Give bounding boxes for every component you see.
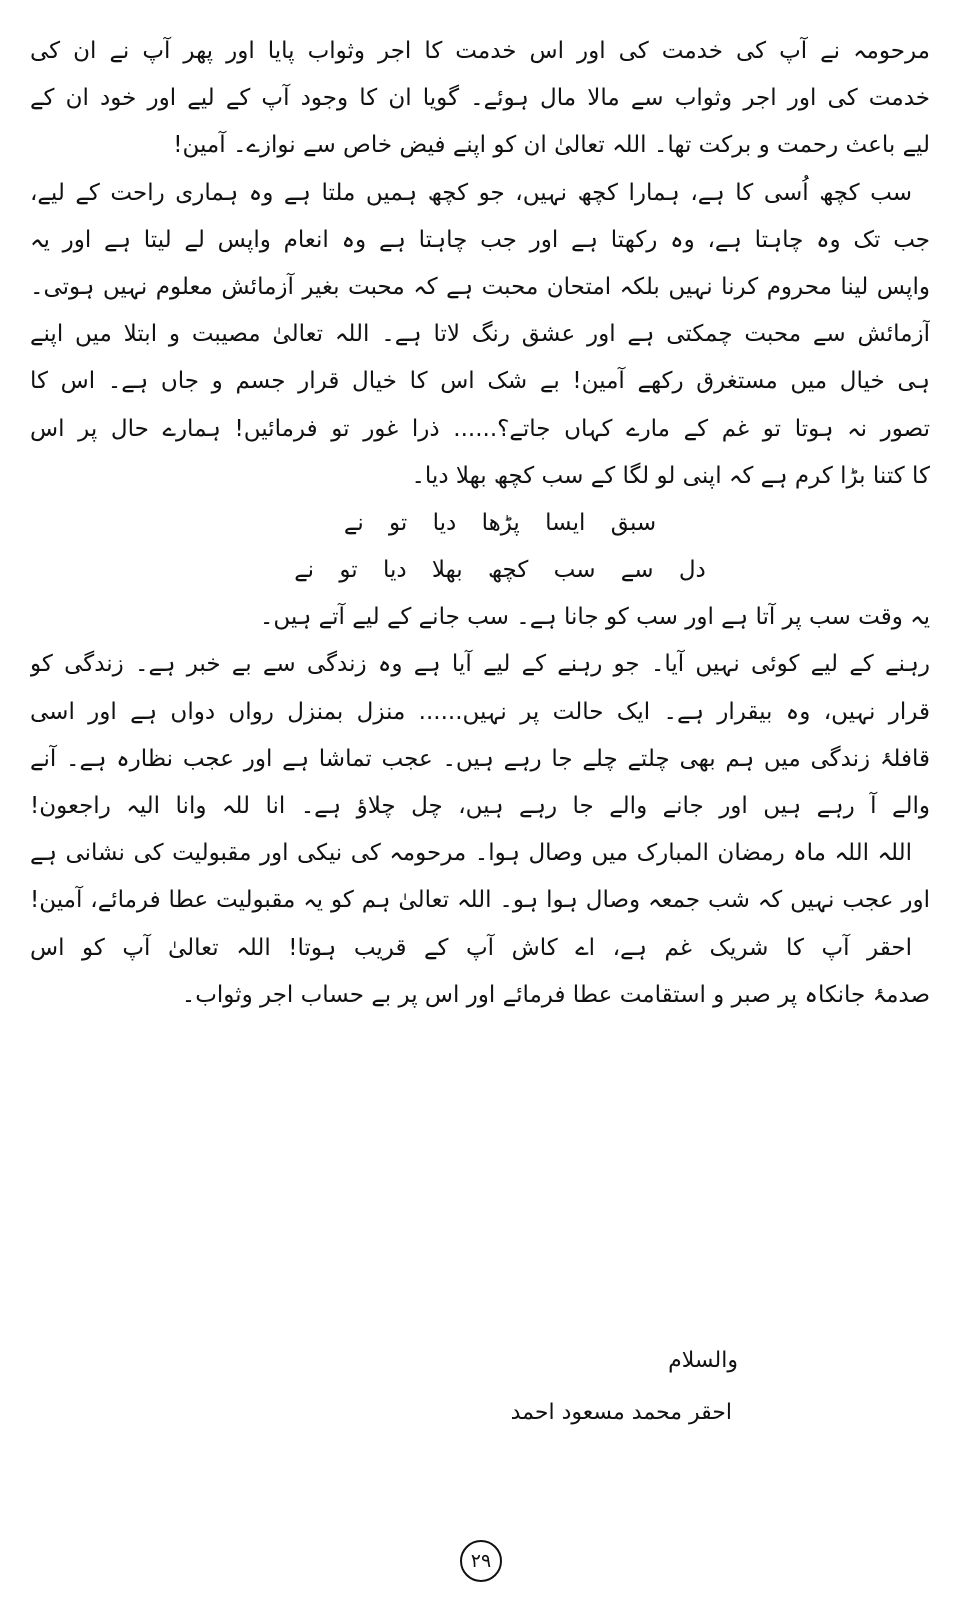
- text-line: اللہ اللہ ماہ رمضان المبارک میں وصال ہوا۔ مرحومہ کی نیکی اور مقبولیت کی نشانی ہے: [30, 840, 912, 867]
- verse-line: سبق ایسا پڑھا دیا تو نے: [343, 509, 657, 536]
- verse-line: دل سے سب کچھ بھلا دیا تو نے: [294, 557, 706, 584]
- text-line: لیے باعث رحمت و برکت تھا۔ اللہ تعالیٰ ان کو اپنے فیض خاص سے نوازے۔ آمین!: [173, 132, 930, 159]
- text-line: اور عجب نہیں کہ شب جمعہ وصال ہوا ہو۔ اللہ تعالیٰ ہم کو یہ مقبولیت عطا فرمائے، آمین!: [30, 887, 930, 914]
- text-line: قرار نہیں، وہ بیقرار ہے۔ ایک حالت پر نہیں...... منزل بمنزل رواں دواں ہے اور اسی: [30, 698, 930, 725]
- text-line: ہی خیال میں مستغرق رکھے آمین! بے شک اس کا خیال قرار جسم و جاں ہے۔ اس کا: [30, 368, 930, 395]
- text-line: تصور نہ ہوتا تو غم کے مارے کہاں جاتے؟...... ذرا غور تو فرمائیں! ہمارے حال پر اس: [30, 415, 930, 442]
- text-line: واپس لینا محروم کرنا نہیں بلکہ امتحان محبت ہے کہ محبت بغیر آزمائش معلوم نہیں ہوتی۔: [30, 273, 930, 300]
- text-line: خدمت کی اور اجر وثواب سے مالا مال ہوئے۔ گویا ان کا وجود آپ کے لیے اور خود ان کے: [30, 85, 930, 112]
- text-line: مرحومہ نے آپ کی خدمت کی اور اس خدمت کا اجر وثواب پایا اور پھر آپ نے ان کی: [30, 38, 930, 64]
- page-number: ۲۹: [460, 1540, 502, 1582]
- text-line: سب کچھ اُسی کا ہے، ہمارا کچھ نہیں، جو کچھ ہمیں ملتا ہے وہ ہماری راحت کے لیے،: [30, 179, 912, 206]
- text-line: قافلۂ زندگی میں ہم بھی چلتے چلے جا رہے ہیں۔ عجب تماشا ہے اور عجب نظارہ ہے۔ آنے: [30, 745, 930, 772]
- text-line: رہنے کے لیے کوئی نہیں آیا۔ جو رہنے کے لیے آیا ہے وہ زندگی سے بے خبر ہے۔ زندگی کو: [30, 651, 930, 678]
- text-line: صدمۂ جانکاہ پر صبر و استقامت عطا فرمائے اور اس پر بے حساب اجر وثواب۔: [181, 981, 930, 1008]
- letter-body: [30, 28, 930, 1019]
- text-line: یہ وقت سب پر آتا ہے اور سب کو جانا ہے۔ سب جانے کے لیے آتے ہیں۔: [259, 604, 930, 631]
- signature: احقر محمد مسعود احمد: [510, 1400, 732, 1425]
- text-line: جب تک وہ چاہتا ہے، وہ رکھتا ہے اور جب چاہتا ہے وہ انعام واپس لے لیتا ہے اور یہ: [30, 226, 930, 253]
- text-line: احقر آپ کا شریک غم ہے، اے کاش آپ کے قریب ہوتا! اللہ تعالیٰ آپ کو اس: [30, 934, 912, 961]
- closing-salutation: والسلام: [668, 1348, 738, 1373]
- text-line: کا کتنا بڑا کرم ہے کہ اپنی لو لگا کے سب کچھ بھلا دیا۔: [411, 462, 930, 489]
- text-line: والے آ رہے ہیں اور جانے والے جا رہے ہیں، چل چلاؤ ہے۔ انا للہ وانا الیہ راجعون!: [30, 793, 930, 819]
- text-line: آزمائش سے محبت چمکتی ہے اور عشق رنگ لاتا ہے۔ اللہ تعالیٰ مصیبت و ابتلا میں اپنے: [30, 321, 930, 348]
